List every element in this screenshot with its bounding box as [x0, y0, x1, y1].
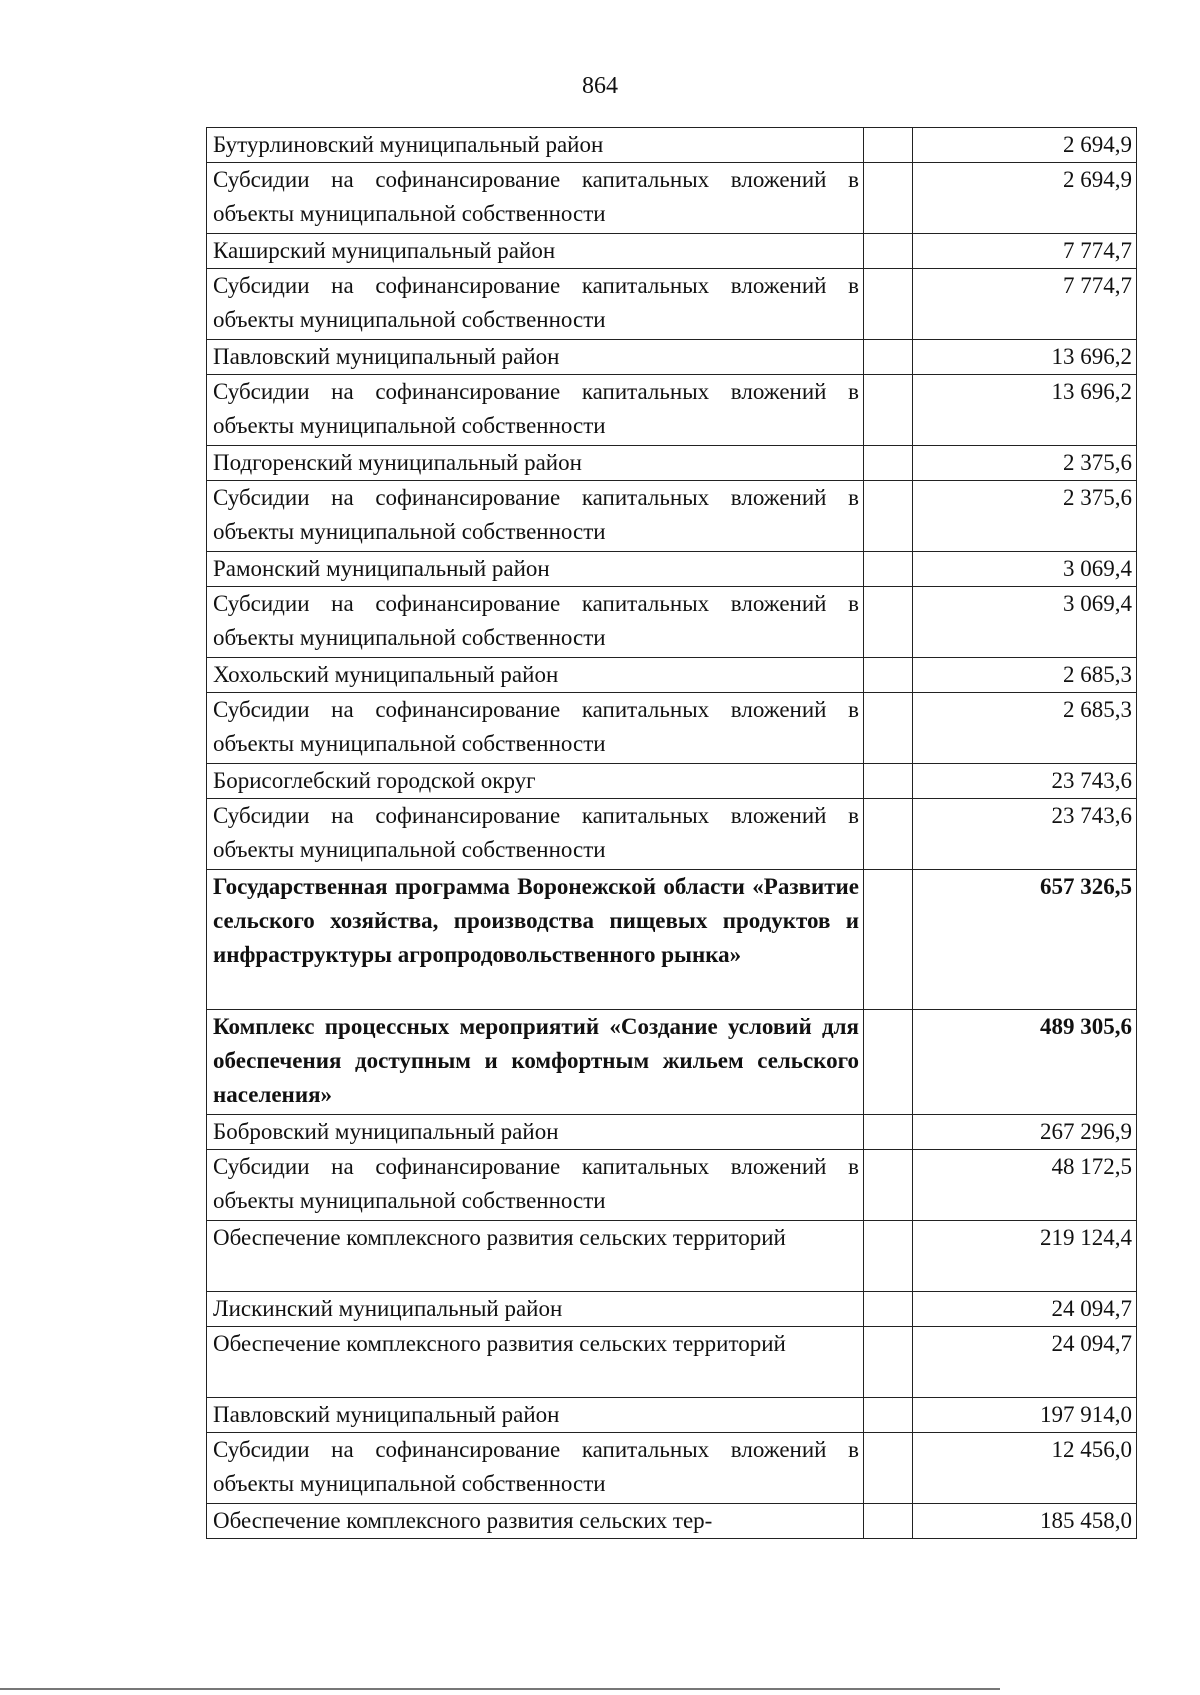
empty-code-cell — [864, 1398, 913, 1433]
row-name-cell — [207, 1327, 864, 1398]
empty-code-cell — [864, 799, 913, 870]
row-name: Подгоренский муниципальный район — [213, 450, 582, 475]
empty-code-cell — [864, 1327, 913, 1398]
empty-code-cell — [864, 1010, 913, 1115]
row-name-cell — [207, 1504, 864, 1539]
empty-code-cell — [864, 163, 913, 234]
row-name: Государственная программа Воронежской области «Развитие сельского хозяйства, производства пищевых продуктов и инфраструктуры агропродовольственного рынка» — [213, 874, 859, 967]
row-name-cell — [207, 870, 864, 1010]
row-name: Бобровский муниципальный район — [213, 1119, 559, 1144]
empty-code-cell — [864, 1221, 913, 1292]
row-name: Субсидии на софинансирование капитальных вложений в объекты муниципальной собственности — [213, 485, 859, 544]
table-row — [207, 1150, 1137, 1221]
empty-code-cell — [864, 128, 913, 163]
row-amount: 7 774,7 — [913, 234, 1137, 269]
table-row — [207, 587, 1137, 658]
empty-code-cell — [864, 481, 913, 552]
table-row — [207, 658, 1137, 693]
row-name-cell — [207, 234, 864, 269]
row-amount: 7 774,7 — [913, 269, 1137, 340]
row-name: Бутурлиновский муниципальный район — [213, 132, 604, 157]
row-name-cell — [207, 799, 864, 870]
row-amount: 48 172,5 — [913, 1150, 1137, 1221]
table-row — [207, 340, 1137, 375]
row-amount: 13 696,2 — [913, 375, 1137, 446]
empty-code-cell — [864, 870, 913, 1010]
empty-code-cell — [864, 764, 913, 799]
row-name-cell — [207, 658, 864, 693]
row-name-cell — [207, 587, 864, 658]
row-name: Обеспечение комплексного развития сельских территорий — [213, 1225, 786, 1250]
table-row — [207, 1504, 1137, 1539]
empty-code-cell — [864, 340, 913, 375]
row-name: Хохольский муниципальный район — [213, 662, 559, 687]
table-row — [207, 1292, 1137, 1327]
row-name: Обеспечение комплексного развития сельских территорий — [213, 1331, 786, 1356]
row-name: Павловский муниципальный район — [213, 344, 560, 369]
empty-code-cell — [864, 375, 913, 446]
scan-bottom-edge — [0, 1688, 1000, 1690]
empty-code-cell — [864, 446, 913, 481]
row-name: Субсидии на софинансирование капитальных вложений в объекты муниципальной собственности — [213, 379, 859, 438]
row-name: Обеспечение комплексного развития сельских тер- — [213, 1508, 713, 1533]
row-amount: 2 375,6 — [913, 446, 1137, 481]
table-row — [207, 799, 1137, 870]
row-amount: 12 456,0 — [913, 1433, 1137, 1504]
table-row — [207, 1010, 1137, 1115]
row-name: Лискинский муниципальный район — [213, 1296, 563, 1321]
table-row — [207, 870, 1137, 1010]
row-name: Субсидии на софинансирование капитальных вложений в объекты муниципальной собственности — [213, 803, 859, 862]
row-name-cell — [207, 1292, 864, 1327]
row-name-cell — [207, 1398, 864, 1433]
row-amount: 2 694,9 — [913, 128, 1137, 163]
table-row — [207, 1398, 1137, 1433]
empty-code-cell — [864, 587, 913, 658]
row-name-cell — [207, 552, 864, 587]
row-name: Субсидии на софинансирование капитальных вложений в объекты муниципальной собственности — [213, 273, 859, 332]
row-name-cell — [207, 375, 864, 446]
row-name: Комплекс процессных мероприятий «Создание условий для обеспечения доступным и комфортным жильем сельского населения» — [213, 1014, 859, 1107]
row-amount: 2 685,3 — [913, 693, 1137, 764]
row-name-cell — [207, 163, 864, 234]
table-row — [207, 693, 1137, 764]
row-name-cell — [207, 128, 864, 163]
row-amount: 3 069,4 — [913, 587, 1137, 658]
empty-code-cell — [864, 1115, 913, 1150]
row-name: Борисоглебский городской округ — [213, 768, 536, 793]
row-name: Субсидии на софинансирование капитальных вложений в объекты муниципальной собственности — [213, 167, 859, 226]
table-row — [207, 234, 1137, 269]
row-name-cell — [207, 1115, 864, 1150]
row-name-cell — [207, 764, 864, 799]
row-amount: 23 743,6 — [913, 764, 1137, 799]
empty-code-cell — [864, 1150, 913, 1221]
table-row — [207, 1433, 1137, 1504]
row-name: Субсидии на софинансирование капитальных вложений в объекты муниципальной собственности — [213, 591, 859, 650]
row-name-cell — [207, 446, 864, 481]
row-name-cell — [207, 340, 864, 375]
row-name-cell — [207, 1150, 864, 1221]
row-name: Субсидии на софинансирование капитальных вложений в объекты муниципальной собственности — [213, 1154, 859, 1213]
page-number: 864 — [582, 73, 618, 99]
empty-code-cell — [864, 1504, 913, 1539]
row-name: Субсидии на софинансирование капитальных вложений в объекты муниципальной собственности — [213, 1437, 859, 1496]
table-row — [207, 481, 1137, 552]
table-row — [207, 1115, 1137, 1150]
row-amount: 24 094,7 — [913, 1327, 1137, 1398]
row-name: Рамонский муниципальный район — [213, 556, 550, 581]
row-amount: 13 696,2 — [913, 340, 1137, 375]
table-row — [207, 128, 1137, 163]
table-row — [207, 764, 1137, 799]
empty-code-cell — [864, 552, 913, 587]
budget-table-body — [207, 128, 1137, 1539]
table-row — [207, 163, 1137, 234]
row-amount: 657 326,5 — [913, 870, 1137, 1010]
row-amount: 24 094,7 — [913, 1292, 1137, 1327]
budget-table — [206, 127, 1137, 1539]
empty-code-cell — [864, 1433, 913, 1504]
row-amount: 2 685,3 — [913, 658, 1137, 693]
table-row — [207, 1221, 1137, 1292]
row-name: Субсидии на софинансирование капитальных вложений в объекты муниципальной собственности — [213, 697, 859, 756]
row-amount: 3 069,4 — [913, 552, 1137, 587]
row-name: Павловский муниципальный район — [213, 1402, 560, 1427]
empty-code-cell — [864, 658, 913, 693]
row-amount: 2 694,9 — [913, 163, 1137, 234]
row-name-cell — [207, 269, 864, 340]
table-row — [207, 1327, 1137, 1398]
table-row — [207, 375, 1137, 446]
row-name-cell — [207, 1433, 864, 1504]
row-amount: 219 124,4 — [913, 1221, 1137, 1292]
row-amount: 185 458,0 — [913, 1504, 1137, 1539]
table-row — [207, 552, 1137, 587]
table-row — [207, 446, 1137, 481]
row-name-cell — [207, 1010, 864, 1115]
row-name-cell — [207, 481, 864, 552]
row-amount: 489 305,6 — [913, 1010, 1137, 1115]
empty-code-cell — [864, 693, 913, 764]
empty-code-cell — [864, 1292, 913, 1327]
table-row — [207, 269, 1137, 340]
row-name-cell — [207, 693, 864, 764]
row-name-cell — [207, 1221, 864, 1292]
empty-code-cell — [864, 269, 913, 340]
row-amount: 23 743,6 — [913, 799, 1137, 870]
row-amount: 267 296,9 — [913, 1115, 1137, 1150]
row-amount: 2 375,6 — [913, 481, 1137, 552]
row-name: Каширский муниципальный район — [213, 238, 556, 263]
row-amount: 197 914,0 — [913, 1398, 1137, 1433]
empty-code-cell — [864, 234, 913, 269]
